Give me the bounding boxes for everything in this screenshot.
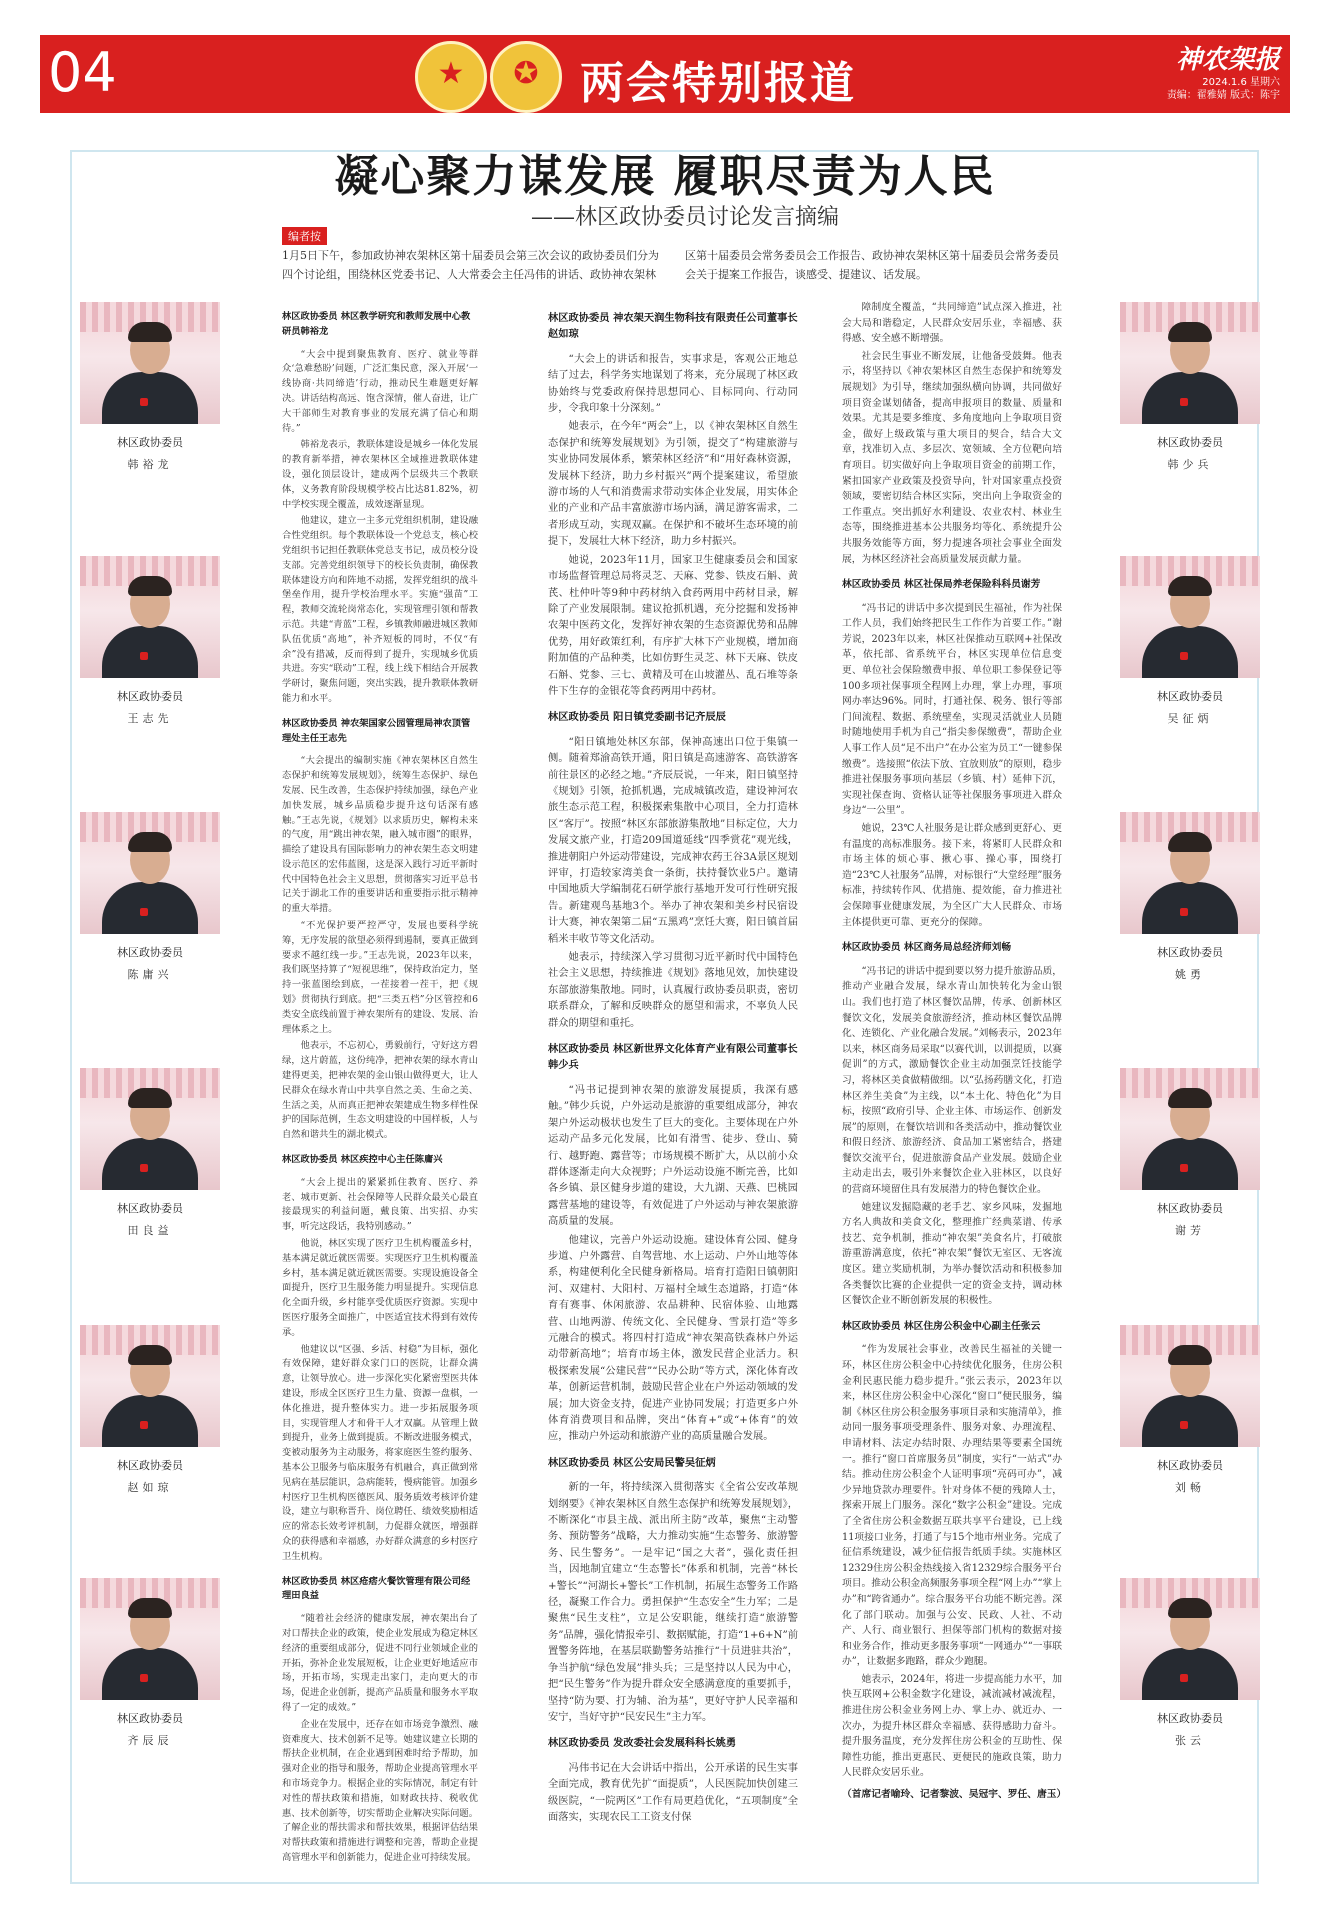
portrait-photo (80, 1325, 220, 1447)
portrait-body (1142, 372, 1238, 424)
editor-note-tag: 编者按 (282, 227, 327, 245)
body-paragraph: 新的一年，将持续深入贯彻落实《全省公安改革规划纲要》《神农架林区自然生态保护和统筹发展规划》，不断深化“市县主战、派出所主防”改革，聚焦“主动警务、预防警务”战略，大力推动实施“生态警务、旅游警务、民生警务”。一是牢记“国之大者”，强化责任担当，因地制宜建立“生态警长”体系和机制，完善“林长+警长”“河湖长+警长”工作机制，拓展生态警务工作路径，凝聚工作合力。勇担保护“生态安全”生力军；二是聚焦“民生支柱”，立足公安职能，继续打造“旅游警务”品牌，强化情报牵引、数据赋能，打造“1+6+N”前置警务阵地，在基层联勤警务站推行“十员进驻共治”，争当护航“绿色发展”排头兵；三是坚持以人民为中心，把“民生警务”作为提升群众安全感满意度的重要抓手，坚持“防为要、打为辅、治为基”，更好守护人民幸福和安宁，当好守护“民安民生”主力军。 (548, 1481, 798, 1723)
portrait-hair (128, 322, 172, 342)
section-heading: 林区政协委员 阳日镇党委副书记齐辰辰 (548, 711, 726, 724)
body-paragraph: 她表示，在今年“两会”上，以《神农架林区自然生态保护和统筹发展规划》为引领，提交了“构建旅游与实业协同发展体系，繁荣林区经济”和“用好森林资源，发展林下经济，助力乡村振兴”两个提案建议，希望旅游市场的人气和消费需求带动实体企业发展，用实体企业的产业和产品丰富旅游市场内涵，满足游客需求，二者形成互动，实现双赢。在保护和不破坏生态环境的前提下，发展壮大林下经济，助力乡村振兴。 (548, 420, 798, 548)
body-paragraph: “冯书记提到神农架的旅游发展提质，我深有感触。”韩少兵说，户外运动是旅游的重要组成部分，神农架户外运动极状也发生了巨大的变化。主要体现在户外运动产品多元化发展，比如有滑雪、徒步、登山、骑行、越野跑、露营等；市场规模不断扩大，从以前小众群体逐渐走向大众视野；户外运动设施不断完善，比如各乡镇、景区健身步道的建设，大九湖、天燕、巴桃园露营基地的建设等，有效促进了户外运动与神农架旅游高质量的发展。 (548, 1083, 798, 1228)
body-paragraph: “大会中提到聚焦教育、医疗、就业等群众‘急难愁盼’问题，广泛汇集民意，深入开展‘一线协商·共同缔造’行动，推动民生难题更好解决。讲话结构高远、饱含深情，催人奋进，让广大干部师生对教育事业的发展充满了信心和期待。” (282, 348, 478, 434)
portrait-hair (1168, 1088, 1212, 1108)
section-heading: 林区政协委员 林区商务局总经济师刘畅 (842, 942, 1012, 954)
portrait-caption-role: 林区政协委员 (117, 1459, 183, 1472)
section-heading: 林区政协委员 发改委社会发展科科长姚勇 (548, 1737, 737, 1750)
member-portrait (1120, 1578, 1260, 1748)
member-portrait (80, 1578, 220, 1748)
body-paragraph: 他建议，建立一主多元党组织机制，建设融合性党组织。每个教联体设一个党总支，核心校党组织书记担任教联体党总支书记，成员校分设支部。完善党组织领导下的校长负责制，确保教联体建设方向和阵地不动摇，发挥党组织的战斗堡垒作用，提升学校治理水平。实施“强苗”工程，教师交流轮岗常态化，实现管理引领和帮教示范。共建“青蓝”工程，乡镇教师融进城区教师队伍优质“高地”，补齐短板的同时，不仅“有余”没有措减，反而得到了提升，实现城乡优质共进。夯实“联动”工程，线上线下相结合开展教学研讨，聚焦问题，突出实践，提升教联体教研能力和水平。 (282, 515, 478, 704)
member-portrait (80, 556, 220, 726)
portrait-hair (1168, 322, 1212, 342)
portrait-body (1142, 1138, 1238, 1190)
portrait-hair (128, 832, 172, 852)
editor-note-text: 1月5日下午，参加政协神农架林区第十届委员会第三次会议的政协委员们分为四个讨论组，围绕林区党委书记、人大常委会主任冯伟的讲话、政协神农架林区第十届委员会常务委员会工作报告、政协神农架林区第十届委员会常务委员会关于提案工作报告，谈感受、提建议、话发展。 (282, 249, 1059, 281)
page-subtitle: ——林区政协委员讨论发言摘编 (530, 205, 839, 230)
portrait-caption-role: 林区政协委员 (117, 1202, 183, 1215)
portrait-hair (1168, 1598, 1212, 1618)
reporter-credits: （首席记者喻玲、记者黎波、吴冠宇、罗任、唐玉） (842, 1789, 1067, 1801)
member-portrait (1120, 1068, 1260, 1238)
body-paragraph: 韩裕龙表示，教联体建设是城乡一体化发展的教育新举措，神农架林区全域推进教联体建设，强化顶层设计，建成两个层级共三个教联体，义务教育阶段规模学校占比达81.82%，初中学校实现全覆盖，成效逐渐显现。 (282, 439, 478, 510)
portrait-photo (80, 302, 220, 424)
portrait-body (102, 1138, 198, 1190)
section-heading: 林区政协委员 林区社保局养老保险科科员谢芳 (842, 579, 1041, 591)
portrait-caption-name: 韩裕龙 (127, 458, 173, 471)
body-paragraph: “作为发展社会事业，改善民生福祉的关键一环，林区住房公积金中心持续优化服务，住房公积金利民惠民能力稳步提升。”张云表示，2023年以来，林区住房公积金中心深化“窗口”便民服务，编制《林区住房公积金服务事项目录和实施清单》，推动同一服务事项受理条件、服务对象、办理流程、申请材料、法定办结时限、办理结果等要素全国统一。推行“窗口首席服务员”制度，实行“一站式”办结。推动住房公积金个人证明事项“亮码可办”，减少异地贷款办理要件。针对身体不便的残障人士，探索开展上门服务。深化“数字公积金”建设。完成了全省住房公积金数据互联共享平台建设，已上线11项接口业务，打通了与15个地市州业务。完成了征信系统建设，减少征信报告纸质手续。实施林区12329住房公积金热线接入省12329综合服务平台项目。推动公积金高频服务事项全程“网上办”“掌上办”和“跨省通办”。综合服务平台功能不断完善。深化了部门联动。加强与公安、民政、人社、不动产、人行、商业银行、担保等部门机构的数据对接和业务合作，推动更多服务事项“一网通办”“一事联办”，让数据多跑路，群众少跑腿。 (842, 1344, 1062, 1668)
date-line: 2024.1.6 星期六 (1202, 77, 1280, 88)
portrait-photo (1120, 1578, 1260, 1700)
portrait-hair (1168, 1345, 1212, 1365)
member-portrait (1120, 556, 1260, 726)
portrait-caption-name: 王志先 (127, 712, 173, 725)
portrait-caption-role: 林区政协委员 (1157, 1712, 1223, 1725)
body-paragraph: 她表示，2024年，将进一步提高能力水平，加快互联网+公积金数字化建设，减流减材减流程，推进住房公积金业务网上办、掌上办、就近办、一次办，为提升林区群众幸福感、获得感助力奋斗。提升服务温度，充分发挥住房公积金的互助性、保障性功能，推出更惠民、更便民的施政良策，助力人民群众安居乐业。 (842, 1673, 1062, 1779)
portrait-caption-name: 姚勇 (1175, 968, 1205, 981)
portrait-photo (80, 556, 220, 678)
body-paragraph: 他说，林区实现了医疗卫生机构覆盖乡村，基本满足就近就医需要。实现医疗卫生机构覆盖乡村，基本满足就近就医需要。实现设施设备全面提升，医疗卫生服务能力明显提升。实现信息化全面升级，乡村能享受优质医疗资源。实现中医医疗服务全面推广，中医适宜技术得到有效传承。 (282, 1238, 478, 1338)
body-paragraph: “大会上的讲话和报告，实事求是，客观公正地总结了过去，科学务实地谋划了将来，充分展现了林区政协始终与党委政府保持思想同心、目标同向、行动同步，令我印象十分深刻。” (548, 352, 798, 415)
page-number: 04 (48, 41, 117, 104)
body-paragraph: 他建议，完善户外运动设施。建设体育公园、健身步道、户外露营、自驾营地、水上运动、户外山地等体系，构建便利化全民健身新格局。培育打造阳日镇朝阳河、双建村、大阳村、万福村全域生态道路，打造“体育有赛事、休闲旅游、农品耕种、民宿体验、山地露营、山地两游、传统文化、全民健身、雪景打造”等多元融合的模式。将四村打造成“神农架高铁森林户外运动带新高地”；培育市场主体，激发民营企业活力。积极探索发展“公建民营”“民办公助”等方式，深化体育改革，创新运营机制，鼓励民营企业在户外运动领域的发展；加大资金支持，促进产业协同发展；打造更多户外体育消费项目和品牌，突出“体育+”或“+体育”的效应，推动户外运动和旅游产业的高质量融合发展。 (548, 1233, 798, 1443)
body-paragraph: 她表示，持续深入学习贯彻习近平新时代中国特色社会主义思想，持续推进《规划》落地见效，加快建设东部旅游集散地。同时，认真履行政协委员职责，密切联系群众，了解和反映群众的愿望和需求，不辜负人民群众的期望和重托。 (548, 951, 798, 1029)
body-paragraph: 他表示，不忘初心，勇毅前行，守好这方碧绿，这片蔚蓝，这份纯净，把神农架的绿水青山建得更美，把神农架的金山银山做得更大，让人民群众在绿水青山中共享自然之美、生命之美、生活之美，从而真正把神农架建成生物多样性保护的国际范例，生态文明建设的中国样板，人与自然和谐共生的湖北模式。 (282, 1040, 478, 1141)
member-portrait (80, 1325, 220, 1495)
body-paragraph: “阳日镇地处林区东部，保神高速出口位于集镇一侧。随着郑渝高铁开通，阳日镇是高速游客、高铁游客前往景区的必经之地。”齐辰辰说，一年来，阳日镇坚持《规划》引领，抢抓机遇，完成城镇改造，建设神河农旅生态示范工程，积极探索集散中心项目，全力打造林区“客厅”。按照“林区东部旅游集散地”目标定位，大力发展文旅产业，打造209国道延线“四季赏花”观光线，推进朝阳户外运动带建设，完成神农药王谷3A景区规划评审，打造较家湾美食一条街，扶持餐饮业5户。邀请中国地质大学编制花石研学旅行基地开发可行性研究报告。新建观鸟基地3个。举办了神农架和美乡村民宿设计大赛，神农架第二届“五黑鸡”烹饪大赛，阳日镇首届稻米丰收节等文化活动。 (548, 735, 798, 945)
portrait-body (102, 626, 198, 678)
member-portrait (1120, 302, 1260, 472)
portrait-caption-name: 张云 (1175, 1734, 1205, 1747)
body-paragraph: “大会提出的编制实施《神农架林区自然生态保护和统筹发展规划》，统筹生态保护、绿色发展、民生改善，生态保护持续加强，绿色产业加快发展，城乡品质稳步提升这句话深有感触。”王志先说，《规划》以求质历史，解构未来的气度，用“跳出神农架，融入城市圈”的眼界，描绘了建设具有国际影响力的神农架生态文明建设示范区的宏伟蓝图，这是深入践行习近平新时代中国特色社会主义思想，贯彻落实习近平总书记关于湖北工作的重要讲话和重要指示批示精神的重大举措。 (282, 755, 478, 915)
member-portrait (80, 302, 220, 472)
member-badge-icon (140, 1421, 148, 1429)
body-paragraph: 他建议以“区强、乡活、村稳”为目标，强化有效保障，建好群众家门口的医院，让群众满意，让领导放心。进一步深化实化紧密型医共体建设，形成全区医疗卫生力量、资源一盘棋，一体化推进，提升整体实力。进一步拓展服务项目，实现管理人才和骨干人才双赢。从管理上做到提升，业务上做到提质。不断改进服务模式，变被动服务为主动服务，将家庭医生签约服务、基本公卫服务与临床服务有机融合，真正做到常见病在基层能识，急病能转，慢病能管。加强乡村医疗卫生机构医德医风、服务质效考核评价建设，建立与职称晋升、岗位聘任、绩效奖励相适应的常态长效考评机制，力促群众就医，增强群众的获得感和幸福感，办好群众满意的乡村医疗卫生机构。 (282, 1343, 478, 1562)
portrait-caption-role: 林区政协委员 (1157, 690, 1223, 703)
member-portrait (1120, 812, 1260, 982)
member-badge-icon (1180, 1164, 1188, 1172)
body-paragraph: 她说，2023年11月，国家卫生健康委员会和国家市场监督管理总局将灵芝、天麻、党参、铁皮石斛、黄芪、杜仲叶等9种中药材纳入食药两用中药材目录，解除了产业发展限制。建议抢抓机遇，充分挖掘和发扬神农架中医药文化，发挥好神农架的生态资源优势和品牌优势，用好政策红利，有序扩大林下产业规模，增加商附加值的产品种类，比如仿野生灵芝、林下天麻、铁皮石斛、党参、三七、黄精及可在山坡灌丛、乱石堆等条件下生存的金银花等食药两用中药材。 (548, 553, 798, 697)
page-header (40, 35, 1290, 113)
portrait-hair (128, 576, 172, 596)
portrait-caption-role: 林区政协委员 (1157, 436, 1223, 449)
member-badge-icon (1180, 398, 1188, 406)
portrait-caption-name: 吴征炳 (1167, 712, 1213, 725)
portrait-body (1142, 1648, 1238, 1700)
portrait-body (102, 1648, 198, 1700)
portrait-body (1142, 1395, 1238, 1447)
portrait-photo (1120, 1325, 1260, 1447)
portrait-photo (1120, 812, 1260, 934)
masthead (1167, 39, 1280, 102)
text-column-2 (548, 300, 798, 1827)
portrait-hair (128, 1345, 172, 1365)
portrait-caption-role: 林区政协委员 (117, 436, 183, 449)
portrait-hair (128, 1088, 172, 1108)
body-paragraph: “不光保护要严控严守，发展也要科学统筹，无序发展的欲望必须得到遏制，要真正做到要求不越红线一步。”王志先说，2023年以来，我们既坚持算了“短视思维”，保持政治定力，坚持一张蓝图绘到底，一茬接着一茬干，把《规划》贯彻执行到底。把“三类五档”分区管控和6类安全底线前置于神农架所有的建设、发展、治理体系之上。 (282, 920, 478, 1035)
member-portrait (80, 812, 220, 982)
portrait-caption-role: 林区政协委员 (117, 690, 183, 703)
portrait-body (1142, 882, 1238, 934)
portrait-hair (128, 1598, 172, 1618)
member-badge-icon (1180, 652, 1188, 660)
section-heading: 林区政协委员 林区新世界文化体育产业有限公司董事长韩少兵 (548, 1043, 798, 1072)
editors-line: 责编：翟雅婧 版式：陈宇 (1166, 90, 1280, 101)
portrait-body (102, 1395, 198, 1447)
paper-name: 神农架报 (1175, 45, 1280, 75)
body-paragraph: 她说，23℃人社服务是让群众感到更舒心、更有温度的高标准服务。接下来，将紧盯人民群众和市场主体的烦心事、揪心事、操心事，围绕打造“23℃人社服务”品牌，对标银行“大堂经理”服务标准，持续转作风、优措施、提效能，奋力推进社会保障事业健康发展，为全区广大人民群众、市场主体提供更可靠、更充分的保障。 (842, 823, 1062, 928)
member-badge-icon (140, 908, 148, 916)
text-column-1 (282, 300, 478, 1868)
text-column-3 (842, 300, 1067, 1803)
member-portrait (1120, 1325, 1260, 1495)
portrait-hair (1168, 832, 1212, 852)
portrait-caption-name: 陈庸兴 (127, 968, 173, 981)
cppcc-emblem-icon: ✪ (490, 41, 562, 113)
portrait-caption-name: 田良益 (127, 1224, 173, 1237)
section-heading: 林区政协委员 林区教学研究和教师发展中心教研员韩裕龙 (282, 311, 471, 337)
section-heading: 林区政协委员 林区公安局民警吴征炳 (548, 1456, 716, 1469)
portrait-photo (1120, 1068, 1260, 1190)
section-heading: 林区政协委员 林区住房公积金中心副主任张云 (842, 1320, 1041, 1332)
portrait-body (102, 372, 198, 424)
member-badge-icon (1180, 908, 1188, 916)
portrait-photo (1120, 556, 1260, 678)
portrait-caption-name: 谢芳 (1175, 1224, 1205, 1237)
portrait-photo (80, 812, 220, 934)
portrait-caption-role: 林区政协委员 (1157, 1459, 1223, 1472)
portrait-caption-role: 林区政协委员 (1157, 946, 1223, 959)
member-badge-icon (1180, 1674, 1188, 1682)
portrait-body (1142, 626, 1238, 678)
section-heading: 林区政协委员 林区疮痞火餐饮管理有限公司经理田良益 (282, 1575, 471, 1602)
member-badge-icon (140, 652, 148, 660)
portrait-caption-name: 韩少兵 (1167, 458, 1213, 471)
portrait-caption-role: 林区政协委员 (117, 1712, 183, 1725)
body-paragraph: “冯书记的讲话中多次提到民生福祉，作为社保工作人员，我们始终把民生工作作为首要工作。”谢芳说，2023年以来，林区社保推动互联网+社保改革，依托部、省系统平台，林区实现单位信息变更、单位社会保险缴费申报、单位职工参保登记等100多项社保事项全程网上办理，掌上办理，事项网办率达96%。同时，打通社保、税务、银行等部门间流程、数据、系统壁垒，实现灵活就业人员随时随地使用手机为自己“指尖参保缴费”，帮助企业人事工作人员“足不出户”在办公室为员工“一键参保缴费”。选接照“依法下放、宜放则放”的原则，稳步推进社保服务事项向基层（乡镇、村）延伸下沉，实现社保查询、资格认证等社保服务事项进入群众身边“一公里”。 (842, 602, 1062, 817)
portrait-caption-role: 林区政协委员 (117, 946, 183, 959)
body-paragraph: 她建议发掘隐藏的老手艺、家乡风味，发掘地方名人典故和美食文化，整理推广经典菜谱、传承技艺、竞争机制，推动“神农架”美食名片，打破旅游重游满意度，依托“神农架”餐饮无室区、无客流度区。建立奖励机制，为举办餐饮活动和积极参加各类餐饮比赛的企业提供一定的资金支持，调动林区餐饮企业不断创新发展的积极性。 (842, 1201, 1062, 1307)
portrait-caption-name: 齐辰辰 (127, 1734, 173, 1747)
section-heading: 林区政协委员 神农架国家公园管理局神农顶管理处主任王志先 (282, 717, 471, 744)
national-emblem-icon: ★ (415, 41, 487, 113)
body-paragraph: 障制度全覆盖，“共同缔造”试点深入推进，社会大局和谐稳定，人民群众安居乐业，幸福感、获得感、安全感不断增强。 (842, 302, 1062, 345)
portrait-hair (1168, 576, 1212, 596)
portrait-photo (1120, 302, 1260, 424)
member-portrait (80, 1068, 220, 1238)
portrait-caption-role: 林区政协委员 (1157, 1202, 1223, 1215)
portrait-caption-name: 刘畅 (1175, 1481, 1205, 1494)
section-heading: 林区政协委员 神农架天润生物科技有限责任公司董事长赵如琼 (548, 312, 798, 341)
section-title: 两会特别报道 (580, 58, 856, 109)
body-paragraph: 企业在发展中，还存在如市场竞争激烈、融资难度大、技术创新不足等。她建议建立长期的帮扶企业机制，在企业遇到困难时给予帮助，加强对企业的指导和服务，帮助企业提高管理水平和市场竞争力。根据企业的实际情况，制定有针对性的帮扶政策和措施，如财政扶持、税收优惠、技术创新等，切实帮助企业解决实际问题。了解企业的帮扶需求和帮扶效果，根据评估结果对帮扶政策和措施进行调整和完善，帮助企业提高管理水平和创新能力，促进企业可持续发展。 (282, 1718, 478, 1863)
body-paragraph: “冯书记的讲话中提到要以努力提升旅游品质，推动产业融合发展，绿水青山加快转化为金山银山。我们也打造了林区餐饮品牌，传承、创新林区餐饮文化，发展美食旅游经济，推动林区餐饮品牌化、连锁化、产业化融合发展。”刘畅表示，2023年以来，林区商务局采取“以赛代训，以训提质，以赛促训”的方式，激励餐饮企业主动加强烹饪技能学习，将林区美食做精做细。以“弘扬药膳文化，打造林区养生美食”为主线，以“本土化、特色化”为目标，按照“政府引导、企业主体、市场运作、创新发展”的原则，在餐饮培训和各类活动中，推动餐饮业和假日经济、旅游经济、食品加工紧密结合，搭建餐饮交流平台，促进旅游食品产业发展。鼓励企业主动走出去，吸引外来餐饮企业入驻林区，以良好的营商环境留住具有发展潜力的特色餐饮企业。 (842, 965, 1062, 1196)
portrait-photo (80, 1068, 220, 1190)
member-badge-icon (140, 1164, 148, 1172)
body-paragraph: 社会民生事业不断发展，让他备受鼓舞。他表示，将坚持以《神农架林区自然生态保护和统筹发展规划》为引导，继续加强纵横向协调，共同做好项目资金谋划储备，提高申报项目的数量、质量和效果。尤其是要多维度、多角度地向上争取项目资金，做好上级政策与重大项目的契合，结合大文章，找准切入点、多层次、宽领域、全方位靶向培育项目。切实做好向上争取项目资金的前期工作，紧扣国家产业政策及投资导向，针对国家重点投资领域，要密切结合林区实际，突出向上争取资金的工作重点。突出抓好水利建设、农业农村、林业生态等，围绕推进基本公共服务均等化、系统提升公共服务效能等方面，努力提速各项社会事业全面发展，为林区经济社会高质量发展贡献力量。 (842, 350, 1062, 565)
member-badge-icon (1180, 1421, 1188, 1429)
portrait-photo (80, 1578, 220, 1700)
portrait-caption-name: 赵如琼 (127, 1481, 173, 1494)
section-heading: 林区政协委员 林区疾控中心主任陈庸兴 (282, 1154, 443, 1166)
body-paragraph: 冯伟书记在大会讲话中指出，公开承诺的民生实事全面完成，教育优先扩“面提质”，人民医院加快创建三级医院，“一院两区”工作有局更趋优化，“五项制度”全面落实，实现农民工工资支付保 (548, 1761, 798, 1823)
member-badge-icon (140, 1674, 148, 1682)
page-title: 凝心聚力谋发展 履职尽责为人民 (334, 151, 996, 202)
member-badge-icon (140, 398, 148, 406)
portrait-body (102, 882, 198, 934)
body-paragraph: “大会上提出的紧紧抓住教育、医疗、养老、城市更新、社会保障等人民群众最关心最直接最现实的利益问题，戴良策、出实招、办实事，听完这段话，我特别感动。” (282, 1176, 478, 1233)
body-paragraph: “随着社会经济的健康发展，神农架出台了对口帮扶企业的政策，使企业发展成为稳定林区经济的重要组成部分，促进不同行业领域企业的开拓，弥补企业发展短板，让企业更好地适应市场，开拓市场，实现走出家门，走向更大的市场，促进企业创新，提高产品质量和服务水平取得了一定的成效。” (282, 1613, 478, 1713)
